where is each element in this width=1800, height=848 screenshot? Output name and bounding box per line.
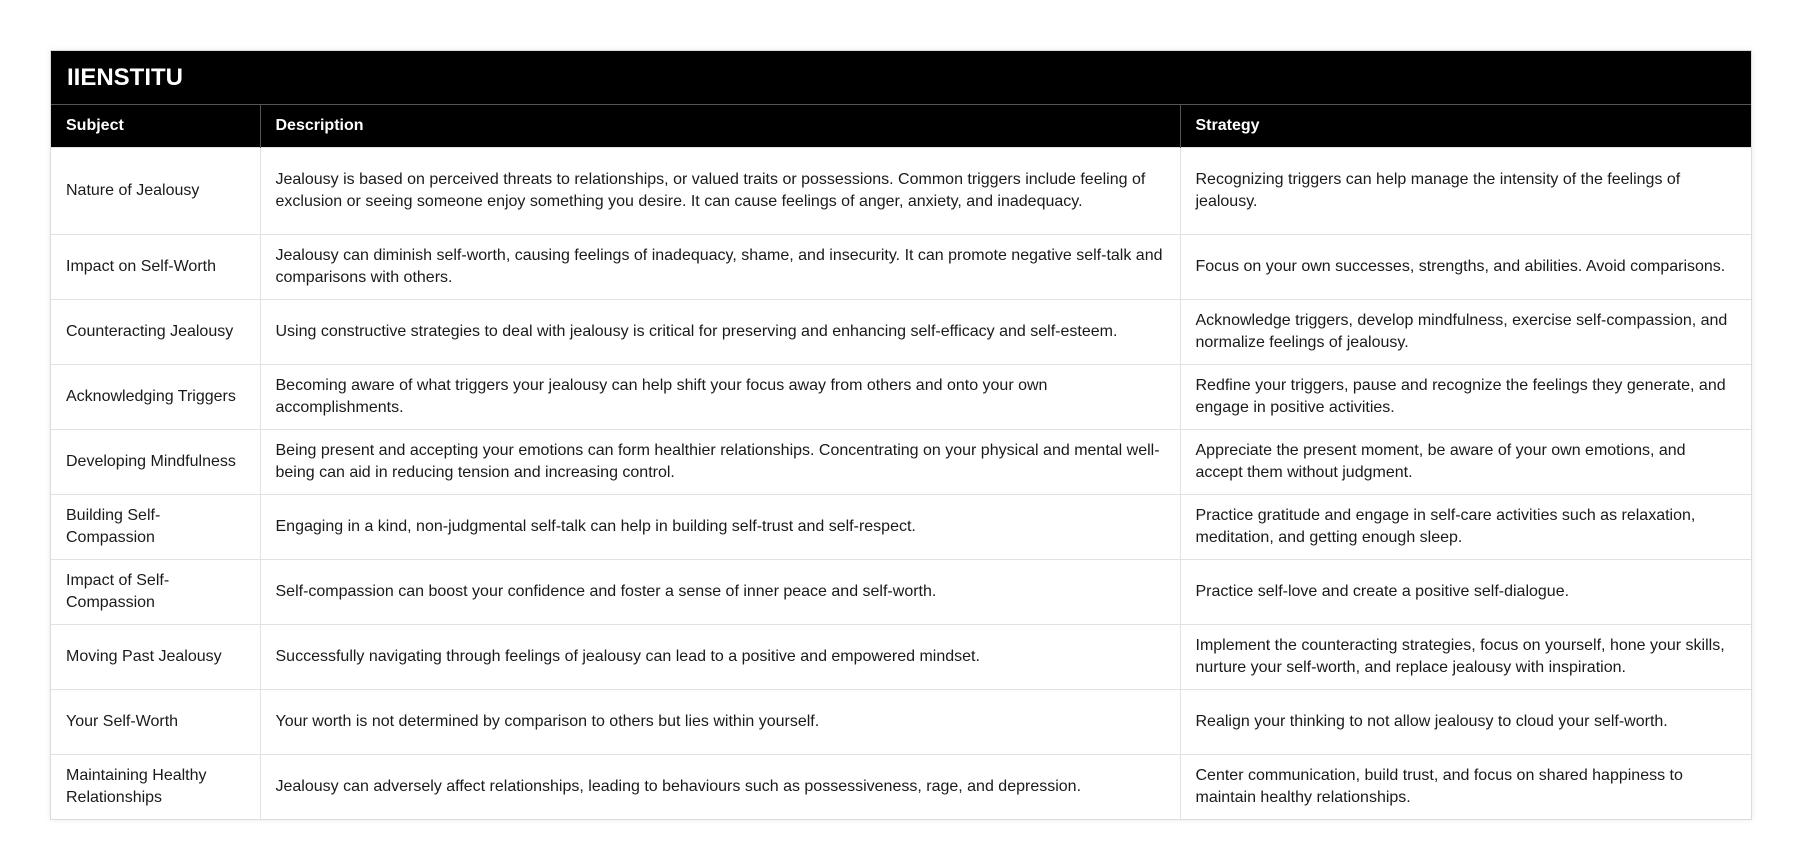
column-header-subject: Subject: [51, 105, 260, 147]
column-header-description: Description: [260, 105, 1180, 147]
cell-subject: Your Self-Worth: [51, 689, 260, 754]
cell-description: Jealousy can diminish self-worth, causing feelings of inadequacy, shame, and insecurity. It can promote negative self-talk and comparisons with others.: [260, 234, 1180, 299]
cell-strategy: Practice self-love and create a positive self-dialogue.: [1180, 559, 1751, 624]
cell-description: Using constructive strategies to deal with jealousy is critical for preserving and enhancing self-efficacy and self-esteem.: [260, 299, 1180, 364]
cell-description: Jealousy is based on perceived threats to relationships, or valued traits or possessions. Common triggers include feeling of exclusion or seeing someone enjoy something you desire. It can cause feelings of anger, anxiety, and inadequacy.: [260, 147, 1180, 234]
table-row: [51, 559, 1751, 624]
cell-description: Self-compassion can boost your confidence and foster a sense of inner peace and self-worth.: [260, 559, 1180, 624]
cell-subject: Impact of Self-Compassion: [51, 559, 260, 624]
cell-strategy: Acknowledge triggers, develop mindfulness, exercise self-compassion, and normalize feelings of jealousy.: [1180, 299, 1751, 364]
table-row: [51, 754, 1751, 819]
cell-subject: Developing Mindfulness: [51, 429, 260, 494]
table-row: [51, 689, 1751, 754]
cell-subject: Moving Past Jealousy: [51, 624, 260, 689]
table-row: [51, 364, 1751, 429]
cell-subject: Acknowledging Triggers: [51, 364, 260, 429]
cell-strategy: Recognizing triggers can help manage the intensity of the feelings of jealousy.: [1180, 147, 1751, 234]
cell-strategy: Redfine your triggers, pause and recognize the feelings they generate, and engage in positive activities.: [1180, 364, 1751, 429]
cell-strategy: Appreciate the present moment, be aware of your own emotions, and accept them without judgment.: [1180, 429, 1751, 494]
cell-strategy: Realign your thinking to not allow jealousy to cloud your self-worth.: [1180, 689, 1751, 754]
table-row: [51, 299, 1751, 364]
table-row: [51, 429, 1751, 494]
cell-strategy: Implement the counteracting strategies, focus on yourself, hone your skills, nurture your self-worth, and replace jealousy with inspiration.: [1180, 624, 1751, 689]
cell-subject: Nature of Jealousy: [51, 147, 260, 234]
brand-title: IIENSTITU: [51, 51, 1751, 105]
cell-description: Being present and accepting your emotions can form healthier relationships. Concentrating on your physical and mental well-being can aid in reducing tension and increasing control.: [260, 429, 1180, 494]
cell-description: Your worth is not determined by comparison to others but lies within yourself.: [260, 689, 1180, 754]
header-row: [51, 105, 1751, 147]
column-header-strategy: Strategy: [1180, 105, 1751, 147]
cell-subject: Counteracting Jealousy: [51, 299, 260, 364]
table-row: [51, 624, 1751, 689]
cell-subject: Building Self-Compassion: [51, 494, 260, 559]
cell-subject: Impact on Self-Worth: [51, 234, 260, 299]
cell-strategy: Practice gratitude and engage in self-care activities such as relaxation, meditation, and getting enough sleep.: [1180, 494, 1751, 559]
cell-strategy: Center communication, build trust, and focus on shared happiness to maintain healthy relationships.: [1180, 754, 1751, 819]
cell-subject: Maintaining Healthy Relationships: [51, 754, 260, 819]
cell-description: Successfully navigating through feelings of jealousy can lead to a positive and empowered mindset.: [260, 624, 1180, 689]
table-row: [51, 147, 1751, 234]
cell-description: Engaging in a kind, non-judgmental self-talk can help in building self-trust and self-respect.: [260, 494, 1180, 559]
table-header: [51, 105, 1751, 147]
table-row: [51, 494, 1751, 559]
cell-description: Becoming aware of what triggers your jealousy can help shift your focus away from others and onto your own accomplishments.: [260, 364, 1180, 429]
table-body: [51, 147, 1751, 819]
table-row: [51, 234, 1751, 299]
cell-description: Jealousy can adversely affect relationships, leading to behaviours such as possessiveness, rage, and depression.: [260, 754, 1180, 819]
strategy-table: [51, 105, 1751, 819]
content-table-card: [50, 50, 1752, 820]
cell-strategy: Focus on your own successes, strengths, and abilities. Avoid comparisons.: [1180, 234, 1751, 299]
